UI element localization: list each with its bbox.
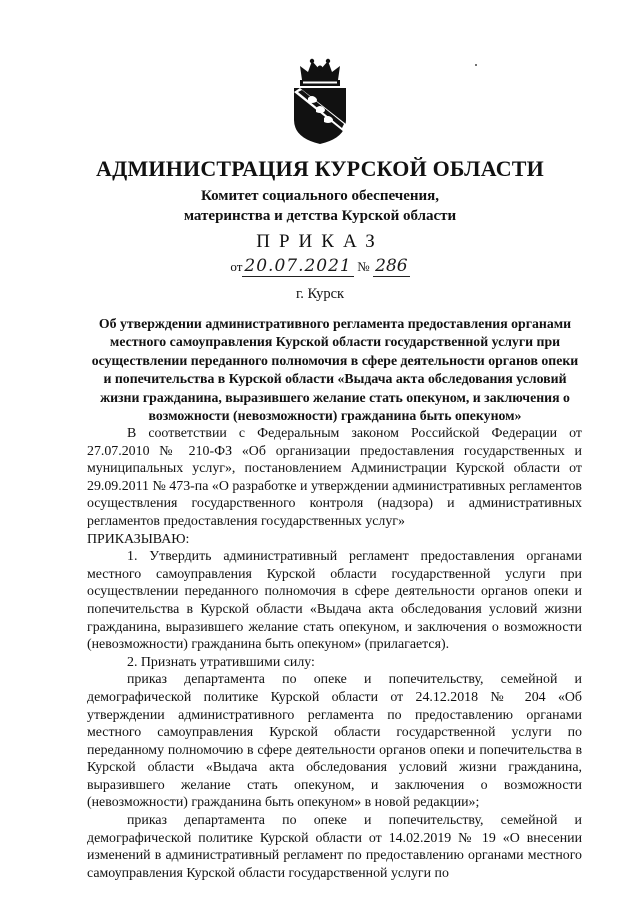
order-body: [87, 425, 582, 882]
order-subject: Об утверждении административного регламента предоставления органами местного самоуправления Курской области государственной услуги при осуществлении переданного полномочия в сфере деятельности органов опеки и попечительства в Курской области «Выдача акта обследования условий жизни гражданина, выразившего желание стать опекуном, и заключения о возможности (невозможности) гражданина быть опекуном»: [91, 316, 579, 424]
handwritten-date: 20.07.2021: [244, 256, 352, 276]
number-prefix: №: [357, 259, 370, 274]
clause-2: 2. Признать утратившими силу:: [127, 654, 315, 670]
date-number-line: [0, 256, 640, 278]
committee-line-1: Комитет социального обеспечения,: [200, 188, 440, 204]
clause-1: 1. Утвердить административный регламент предоставления органами местного самоуправления Курской области государственной услуги при осуществлении переданного полномочия в сфере деятельности органов опеки и попечительства в Курской области «Выдача акта обследования условий жизни гражданина, выразившего желание стать опекуном, и заключения о возможности (невозможности) гражданина быть опекуном» (прилагается).: [87, 549, 582, 653]
handwritten-number: 286: [375, 256, 408, 276]
preamble-paragraph: В соответствии с Федеральным законом Российской Федерации от 27.07.2010 № 210-ФЗ «Об организации предоставления государственных и муниципальных услуг», постановлением Администрации Курской области от 29.09.2011 № 473-па «О разработке и утверждении административных регламентов осуществления государственного контроля (надзора) и административных регламентов предоставления государственных услуг»: [87, 426, 582, 529]
repealed-order-2: приказ департамента по опеке и попечительству, семейной и демографической политике Курской области от 14.02.2019 № 19 «О внесении изменений в административный регламент по предоставлению органами местного самоуправления Курской области государственной услуги по: [87, 813, 582, 881]
committee-line-2: материнства и детства Курской области: [183, 208, 457, 224]
date-prefix: от: [230, 259, 243, 274]
kursk-coat-of-arms-icon: [288, 58, 352, 146]
document-type: ПРИКАЗ: [256, 231, 384, 252]
scan-speck: [475, 64, 477, 66]
committee-name: [0, 186, 640, 226]
order-word: ПРИКАЗЫВАЮ:: [87, 531, 190, 547]
city: г. Курск: [295, 286, 345, 302]
repealed-order-1: приказ департамента по опеке и попечительству, семейной и демографической политике Курской области от 24.12.2018 № 204 «Об утверждении административного регламента по предоставлению органами местного самоуправления Курской области государственной услуги по переданному полномочию в сфере деятельности органов опеки и попечительства в Курской области «Выдача акта обследования условий жизни гражданина, выразившего желание стать опекуном, и заключения о возможности (невозможности) гражданина быть опекуном» в новой редакции»;: [87, 672, 582, 811]
organization-title: АДМИНИСТРАЦИЯ КУРСКОЙ ОБЛАСТИ: [96, 156, 544, 181]
